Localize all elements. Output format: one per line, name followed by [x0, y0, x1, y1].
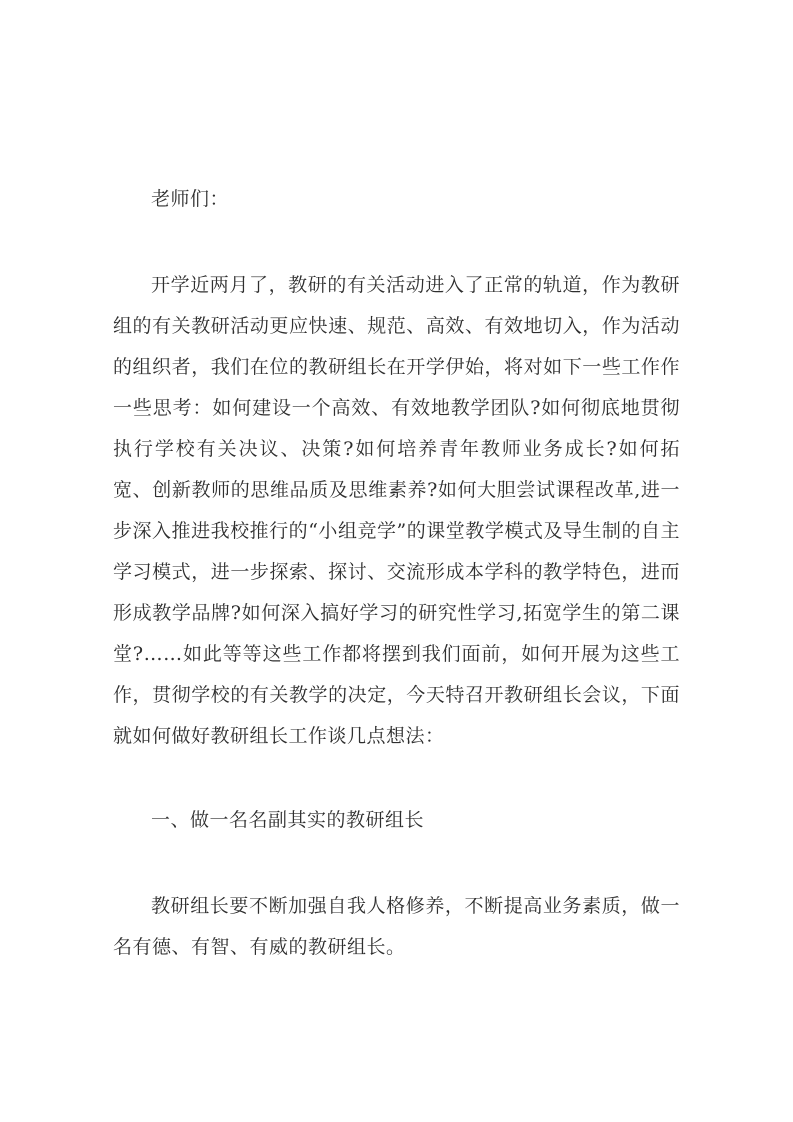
- salutation: 老师们：: [151, 188, 230, 210]
- section-heading: 一、做一名名副其实的教研组长: [151, 809, 425, 831]
- intro-paragraph: 开学近两月了，教研的有关活动进入了正常的轨道，作为教研组的有关教研活动更应快速、规范、高效、有效地切入，作为活动的组织者，我们在位的教研组长在开学伊始，将对如下一些工作作一些思考：如何建设一个高效、有效地教学团队?如何彻底地贯彻执行学校有关决议、决策?如何培养青年教师业务成长?如何拓宽、创新教师的思维品质及思维素养?如何大胆尝试课程改革,进一步深入推进我校推行的“小组竞学”的课堂教学模式及导生制的自主学习模式，进一步探索、探讨、交流形成本学科的教学特色，进而形成教学品牌?如何深入搞好学习的研究性学习,拓宽学生的第二课堂?……如此等等这些工作都将摆到我们面前，如何开展为这些工作，贯彻学校的有关教学的决定，今天特召开教研组长会议，下面就如何做好教研组长工作谈几点想法：: [113, 274, 680, 747]
- closing-paragraph: 教研组长要不断加强自我人格修养，不断提高业务素质，做一名有德、有智、有威的教研组长。: [113, 895, 680, 958]
